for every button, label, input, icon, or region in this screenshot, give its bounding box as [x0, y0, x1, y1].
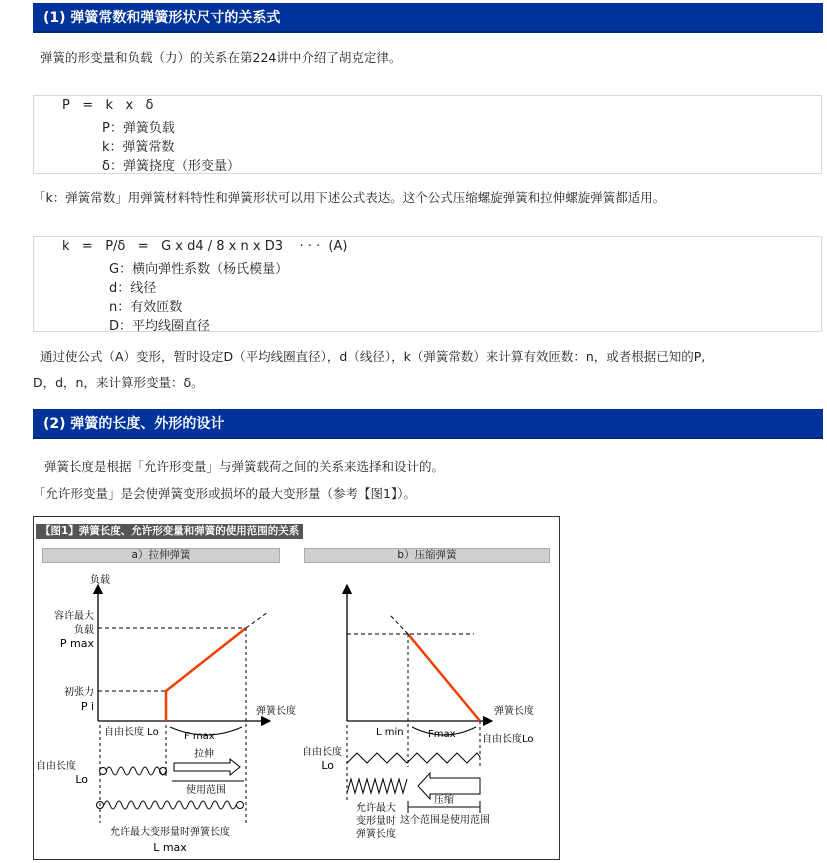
b-range-label: 这个范围是使用范围 — [400, 815, 490, 826]
panel-a-label: a）拉伸弹簧 — [42, 548, 280, 563]
section-1-header — [33, 3, 823, 33]
section-1-title: (1) 弹簧常数和弹簧形状尺寸的关系式 — [43, 10, 281, 26]
b-spring-compressed — [347, 779, 407, 793]
intro-text: 弹簧的形变量和负载（力）的关系在第224讲中介绍了胡克定律。 — [40, 50, 402, 65]
formula-1-def: P：弹簧负载 — [102, 121, 175, 136]
b-allow-label-1: 允许最大 — [356, 803, 396, 814]
b-free-length: 自由长度Lo — [482, 734, 534, 745]
a-free-length: 自由长度 Lo — [104, 727, 159, 738]
a-x-label: 弹簧长度 — [256, 706, 296, 717]
figure-1 — [33, 516, 560, 860]
a-spring-hook — [100, 768, 107, 775]
a-side-label-2: Lo — [75, 773, 88, 786]
b-allow-label-2: 变形量时 — [356, 816, 396, 827]
formula-2-def: n：有效匝数 — [109, 300, 183, 315]
b-allow-label-3: 弹簧长度 — [356, 829, 396, 840]
formula-2-main: k = P/δ = G x d4 / 8 x n x D3 · · · (A) — [62, 239, 348, 254]
b-side-label-2: Lo — [321, 759, 334, 772]
b-spring-free — [347, 753, 480, 763]
section-2-title: (2) 弹簧的长度、外形的设计 — [43, 416, 225, 432]
figure-drawing — [34, 517, 561, 861]
formula-2-def: D：平均线圈直径 — [109, 319, 211, 334]
a-stretch-label: 拉伸 — [194, 749, 214, 760]
b-lmin-label: L min — [376, 727, 404, 738]
formula-box-1 — [33, 95, 822, 174]
a-pmax-label-1: 容许最大 — [54, 611, 94, 622]
a-bottom-label-2: L max — [153, 841, 187, 854]
b-side-label-1: 自由长度 — [302, 747, 342, 758]
a-spring-hook — [237, 802, 244, 809]
formula-1-def: δ：弹簧挠度（形变量） — [102, 159, 240, 174]
panel-b-label: b）压缩弹簧 — [304, 548, 550, 563]
b-compress-label: 压缩 — [434, 795, 454, 806]
figure-title: 【图1】弹簧长度、允许形变量和弹簧的使用范围的关系 — [36, 524, 303, 539]
a-spring-free — [106, 767, 166, 775]
a-y-label: 负载 — [90, 575, 110, 586]
a-use-range-label: 使用范围 — [186, 785, 226, 796]
b-x-label: 弹簧长度 — [494, 706, 534, 717]
a-bottom-label-1: 允许最大变形量时弹簧长度 — [110, 827, 230, 838]
a-side-label-1: 自由长度 — [36, 761, 76, 772]
a-pi-label-2: P i — [80, 700, 94, 713]
a-pmax-label-2: 负载 — [74, 625, 94, 636]
b-extension-guide — [390, 615, 408, 634]
formula-usage-line-1: 通过使公式（A）变形，暂时设定D（平均线圈直径），d（线径），k（弹簧常数）来计算有效匝数：n，或者根据已知的P, — [40, 349, 706, 364]
a-load-curve — [166, 628, 246, 721]
formula-2-def: G：横向弹性系数（杨氏模量） — [109, 262, 289, 277]
a-spring-hook — [160, 768, 167, 775]
formula-usage-line-2: D，d，n，来计算形变量：δ。 — [33, 375, 204, 390]
formula-2-def: d：线径 — [109, 281, 157, 296]
a-pi-label-1: 初张力 — [64, 687, 94, 698]
a-stretch-arrow — [174, 759, 240, 775]
formula-1-def: k：弹簧常数 — [102, 140, 175, 155]
a-spring-stretched — [104, 801, 236, 809]
k-description: 「k：弹簧常数」用弹簧材料特性和弹簧形状可以用下述公式表达。这个公式压缩螺旋弹簧和拉伸螺旋弹簧都适用。 — [33, 190, 666, 205]
formula-1-main: P = k x δ — [62, 98, 154, 113]
section-2-header — [33, 409, 823, 439]
b-fmax-label: Fmax — [428, 729, 456, 740]
a-pmax-label-3: P max — [59, 637, 94, 650]
length-design-text: 弹簧长度是根据「允许形变量」与弹簧载荷之间的关系来选择和设计的。 — [44, 459, 445, 474]
a-fmax-label: F max — [184, 731, 215, 742]
formula-box-2 — [33, 236, 822, 332]
a-extension-guide — [246, 612, 268, 628]
b-load-curve — [408, 634, 480, 721]
allowable-deformation-text: 「允许形变量」是会使弹簧变形或损坏的最大变形量（参考【图1】）。 — [33, 486, 416, 501]
